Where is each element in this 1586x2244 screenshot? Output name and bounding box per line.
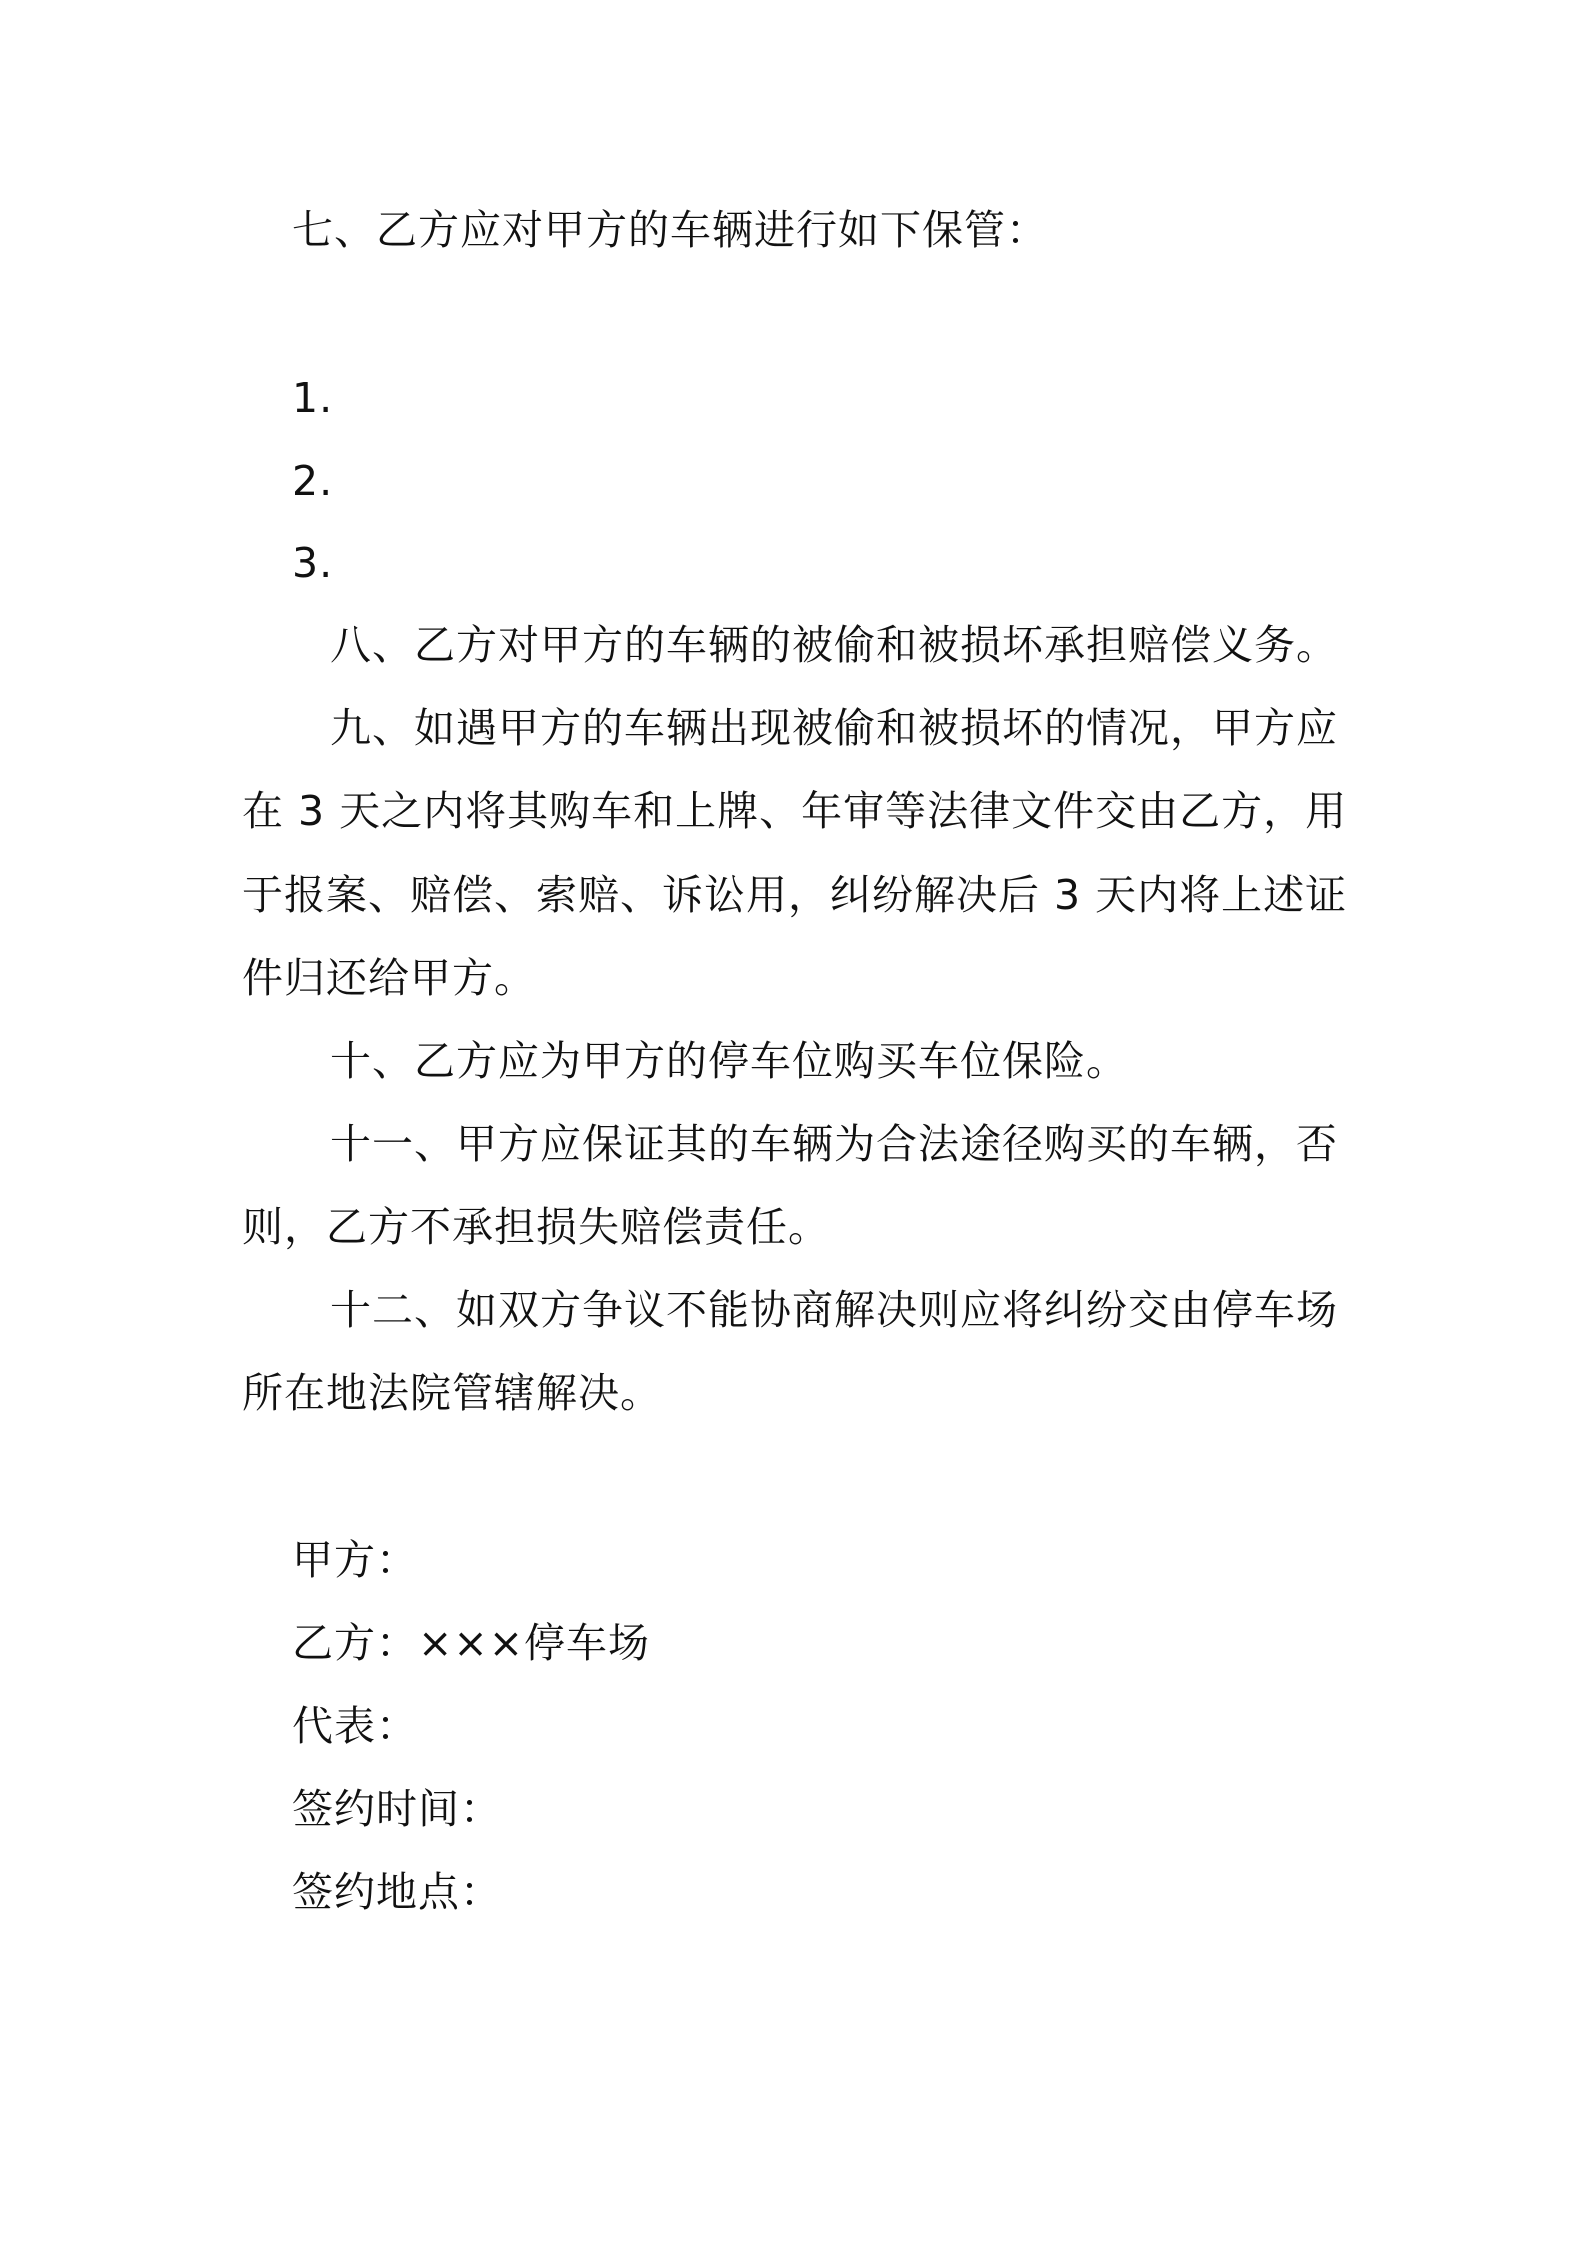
sign-place-label: 签约地点： xyxy=(292,1868,502,1916)
representative-label: 代表： xyxy=(292,1702,418,1750)
clause-11-line-2: 则，乙方不承担损失赔偿责任。 xyxy=(242,1203,830,1251)
party-a-label: 甲方： xyxy=(292,1536,418,1584)
clause-7-item-3: 3. xyxy=(292,539,334,587)
clause-8: 八、乙方对甲方的车辆的被偷和被损坏承担赔偿义务。 xyxy=(330,621,1338,669)
clause-12-line-1: 十二、如双方争议不能协商解决则应将纠纷交由停车场 xyxy=(330,1286,1338,1334)
clause-9-line-1: 九、如遇甲方的车辆出现被偷和被损坏的情况，甲方应 xyxy=(330,704,1338,752)
clause-12-line-2: 所在地法院管辖解决。 xyxy=(242,1369,662,1417)
clause-10: 十、乙方应为甲方的停车位购买车位保险。 xyxy=(330,1037,1128,1085)
clause-9-line-4: 件归还给甲方。 xyxy=(242,954,536,1002)
sign-time-label: 签约时间： xyxy=(292,1785,502,1833)
clause-7-heading: 七、乙方应对甲方的车辆进行如下保管： xyxy=(292,206,1048,254)
clause-9-line-3: 于报案、赔偿、索赔、诉讼用，纠纷解决后 3 天内将上述证 xyxy=(242,871,1348,919)
clause-11-line-1: 十一、甲方应保证其的车辆为合法途径购买的车辆，否 xyxy=(330,1120,1338,1168)
clause-9-line-2: 在 3 天之内将其购车和上牌、年审等法律文件交由乙方，用 xyxy=(242,787,1348,835)
clause-7-item-2: 2. xyxy=(292,457,334,505)
party-b-label: 乙方：×××停车场 xyxy=(292,1619,651,1667)
clause-7-item-1: 1. xyxy=(292,374,334,422)
